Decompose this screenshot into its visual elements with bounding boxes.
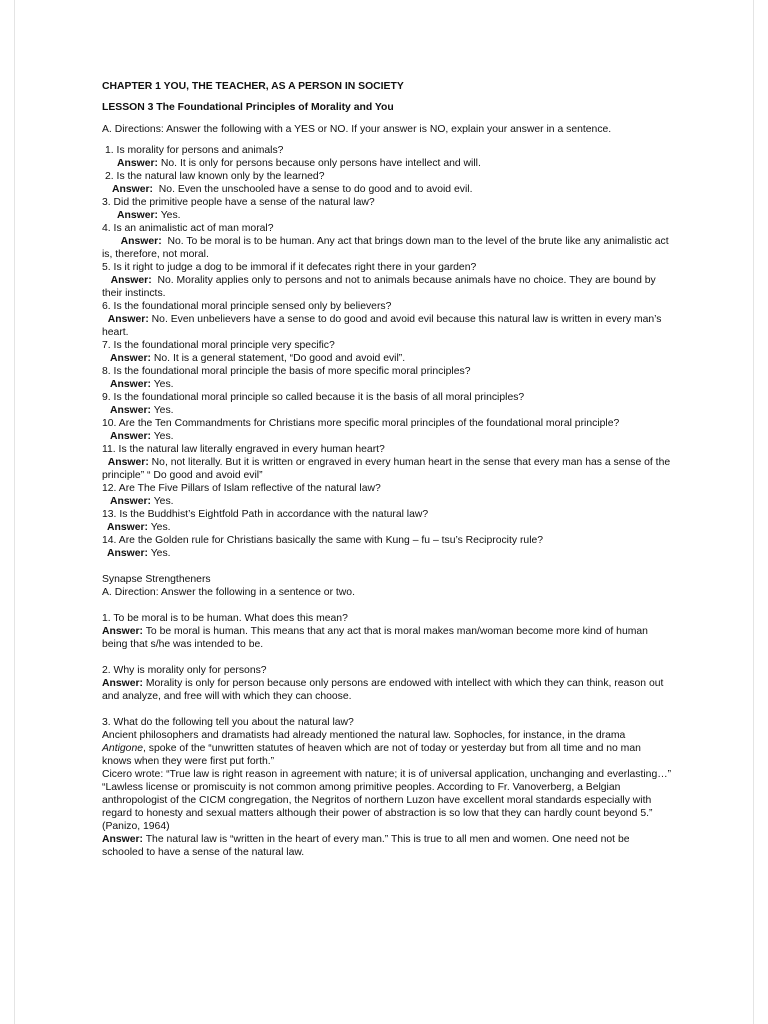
answer-label: Answer:: [117, 210, 158, 221]
answer: [102, 378, 672, 391]
answer: [102, 313, 672, 339]
answer: [102, 495, 672, 508]
question: 12. Are The Five Pillars of Islam reflective of the natural law?: [102, 483, 381, 494]
page-edge-right: [753, 0, 754, 1024]
answer-text: To be moral is human. This means that any act that is moral makes man/woman become more kind of human being that s/he was intended to be.: [102, 626, 648, 650]
synapse-question: 3. What do the following tell you about the natural law?: [102, 717, 354, 728]
answer: [102, 547, 672, 560]
answer-label: Answer:: [110, 431, 151, 442]
answer-text: No, not literally. But it is written or engraved in every human heart in the sense that every man has a sense of the principle” “ Do good and avoid evil”: [102, 457, 671, 481]
answer-label: Answer:: [110, 496, 151, 507]
italic-title: Antigone: [102, 743, 144, 754]
quote-vanoverberg: “Lawless license or promiscuity is not common among primitive peoples. According to Fr. Vanoverberg, a Belgian anthropologist of the CICM congregation, the Negritos of northern Luzon have excellent moral standards especially with regard to honesty and sexual matters although their power of abstraction is so low that they can hardly count beyond 5.” (Panizo, 1964): [102, 782, 653, 832]
question: 10. Are the Ten Commandments for Christians more specific moral principles of the foundational moral principle?: [102, 418, 620, 429]
answer: [102, 209, 672, 222]
question: 6. Is the foundational moral principle sensed only by believers?: [102, 301, 392, 312]
synapse-answer: [102, 677, 672, 703]
answer-label: Answer:: [102, 678, 143, 689]
answer-label: Answer:: [107, 548, 148, 559]
document-content: [102, 80, 672, 859]
answer-text: No. To be moral is to be human. Any act that brings down man to the level of the brute like any animalistic act is, therefore, not moral.: [102, 236, 669, 260]
question: 5. Is it right to judge a dog to be immoral if it defecates right there in your garden?: [102, 262, 477, 273]
synapse-heading: Synapse Strengtheners: [102, 574, 211, 585]
answer-text: Yes.: [150, 522, 171, 533]
synapse-section: [102, 573, 672, 859]
synapse-question: 2. Why is morality only for persons?: [102, 665, 267, 676]
answer-label: Answer:: [102, 834, 143, 845]
answer-text: Yes.: [153, 379, 174, 390]
page-edge-left: [14, 0, 15, 1024]
answer-label: Answer:: [120, 236, 162, 247]
question: 2. Is the natural law known only by the learned?: [105, 171, 325, 182]
answer-label: Answer:: [117, 158, 158, 169]
answer-label: Answer:: [110, 275, 152, 286]
answer-text: No. Morality applies only to persons and not to animals because animals have no choice. They are bound by their instincts.: [102, 275, 656, 299]
answer: [102, 157, 672, 170]
synapse-answer: [102, 625, 672, 651]
question: 4. Is an animalistic act of man moral?: [102, 223, 274, 234]
answer-text: Yes.: [150, 548, 171, 559]
answer: [102, 274, 672, 300]
answer-text: The natural law is “written in the heart of every man.” This is true to all men and women. One need not be schooled to have a sense of the natural law.: [102, 834, 630, 858]
answer: [102, 235, 672, 261]
answer-label: Answer:: [110, 353, 151, 364]
question: 1. Is morality for persons and animals?: [105, 145, 284, 156]
answer-label: Answer:: [107, 314, 149, 325]
answer-text: No. It is a general statement, “Do good and avoid evil”.: [153, 353, 406, 364]
question-list: [102, 144, 672, 560]
synapse-direction: A. Direction: Answer the following in a sentence or two.: [102, 587, 355, 598]
answer-text: Morality is only for person because only persons are endowed with intellect with which they can think, reason out and analyze, and free will with which they can choose.: [102, 678, 664, 702]
question: 13. Is the Buddhist’s Eightfold Path in accordance with the natural law?: [102, 509, 429, 520]
answer-text: Yes.: [153, 496, 174, 507]
synapse-answer: [102, 833, 672, 859]
answer-text: Yes.: [153, 431, 174, 442]
synapse-question: 1. To be moral is to be human. What does this mean?: [102, 613, 348, 624]
question: 9. Is the foundational moral principle so called because it is the basis of all moral principles?: [102, 392, 525, 403]
answer-text: No. It is only for persons because only persons have intellect and will.: [160, 158, 481, 169]
answer-label: Answer:: [110, 405, 151, 416]
answer-text: No. Even unbelievers have a sense to do good and avoid evil because this natural law is written in every man’s heart.: [102, 314, 662, 338]
lesson-title: LESSON 3 The Foundational Principles of Morality and You: [102, 102, 394, 113]
answer: [102, 404, 672, 417]
answer-text: Yes.: [160, 210, 181, 221]
answer-label: Answer:: [112, 184, 153, 195]
answer-label: Answer:: [107, 457, 149, 468]
question: 11. Is the natural law literally engraved in every human heart?: [102, 444, 385, 455]
answer: [102, 456, 672, 482]
answer: [102, 430, 672, 443]
question: 7. Is the foundational moral principle very specific?: [102, 340, 335, 351]
quote-sophocles: Ancient philosophers and dramatists had already mentioned the natural law. Sophocles, for instance, in the drama Antigone, spoke of the “unwritten statutes of heaven which are not of today or yesterday but from all time and no man knows when they were first put forth.”: [102, 730, 641, 767]
answer-text: No. Even the unschooled have a sense to do good and to avoid evil.: [158, 184, 473, 195]
question: 14. Are the Golden rule for Christians basically the same with Kung – fu – tsu’s Reciprocity rule?: [102, 535, 544, 546]
answer-text: Yes.: [153, 405, 174, 416]
question: 3. Did the primitive people have a sense of the natural law?: [102, 197, 375, 208]
question: 8. Is the foundational moral principle the basis of more specific moral principles?: [102, 366, 471, 377]
directions: A. Directions: Answer the following with a YES or NO. If your answer is NO, explain your answer in a sentence.: [102, 124, 612, 135]
answer-label: Answer:: [102, 626, 143, 637]
answer-label: Answer:: [107, 522, 148, 533]
chapter-title: CHAPTER 1 YOU, THE TEACHER, AS A PERSON IN SOCIETY: [102, 81, 404, 92]
answer: [102, 352, 672, 365]
answer: [102, 521, 672, 534]
answer: [102, 183, 672, 196]
answer-label: Answer:: [110, 379, 151, 390]
quote-cicero: Cicero wrote: “True law is right reason in agreement with nature; it is of universal application, unchanging and everlasting…”: [102, 769, 672, 780]
